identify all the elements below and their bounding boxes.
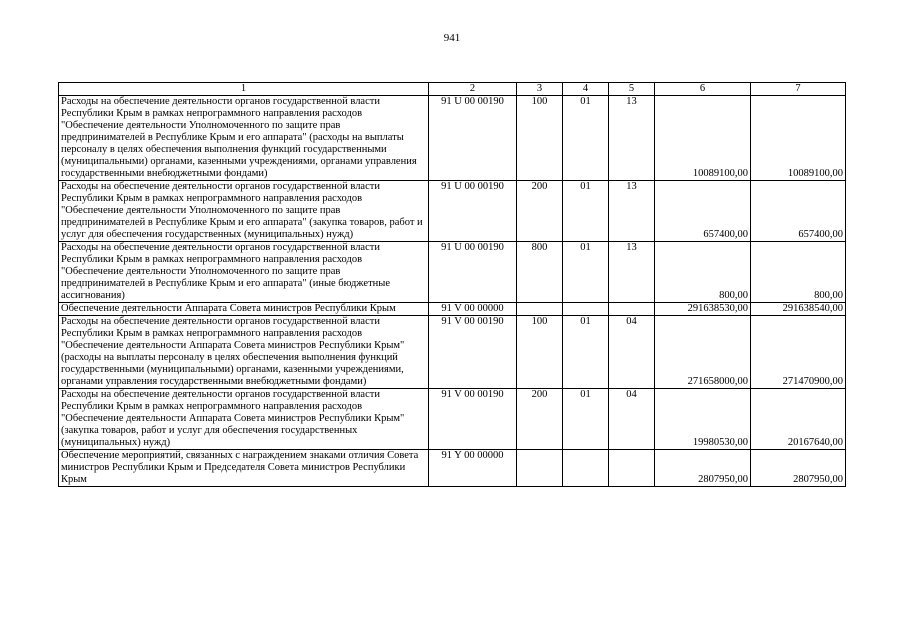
amount-column-7: 271470900,00: [751, 316, 846, 389]
section-code: 01: [563, 389, 609, 450]
expense-type-code: 200: [517, 181, 563, 242]
target-article-code: 91 U 00 00190: [429, 181, 517, 242]
table-row: [59, 316, 846, 389]
subsection-code: 04: [609, 316, 655, 389]
amount-column-7: 800,00: [751, 242, 846, 303]
section-code: 01: [563, 316, 609, 389]
target-article-code: 91 V 00 00000: [429, 303, 517, 316]
subsection-code: 13: [609, 242, 655, 303]
table-row: [59, 242, 846, 303]
subsection-code: [609, 450, 655, 487]
amount-column-6: 2807950,00: [655, 450, 751, 487]
amount-column-7: 657400,00: [751, 181, 846, 242]
section-code: 01: [563, 96, 609, 181]
amount-column-7: 291638540,00: [751, 303, 846, 316]
amount-column-7: 2807950,00: [751, 450, 846, 487]
section-code: 01: [563, 181, 609, 242]
target-article-code: 91 V 00 00190: [429, 316, 517, 389]
section-code: [563, 450, 609, 487]
amount-column-7: 10089100,00: [751, 96, 846, 181]
budget-table: [58, 82, 846, 487]
page-number: 941: [443, 32, 461, 44]
expense-description: Расходы на обеспечение деятельности органов государственной власти Республики Крым в рамках непрограммного направления расходов "Обеспечение деятельности Уполномоченного по защите прав предпринимателей в Республике Крым и его аппарата" (закупка товаров, работ и услуг для обеспечения государственных (муниципальных) нужд): [59, 181, 429, 242]
amount-column-6: 10089100,00: [655, 96, 751, 181]
section-code: [563, 303, 609, 316]
amount-column-6: 657400,00: [655, 181, 751, 242]
amount-column-6: 271658000,00: [655, 316, 751, 389]
target-article-code: 91 V 00 00190: [429, 389, 517, 450]
amount-column-6: 800,00: [655, 242, 751, 303]
expense-description: Обеспечение деятельности Аппарата Совета министров Республики Крым: [59, 303, 429, 316]
target-article-code: 91 Y 00 00000: [429, 450, 517, 487]
amount-column-6: 19980530,00: [655, 389, 751, 450]
subsection-code: 04: [609, 389, 655, 450]
column-header-2: 2: [429, 83, 517, 96]
expense-description: Расходы на обеспечение деятельности органов государственной власти Республики Крым в рамках непрограммного направления расходов "Обеспечение деятельности Уполномоченного по защите прав предпринимателей в Республике Крым и его аппарата" (иные бюджетные ассигнования): [59, 242, 429, 303]
expense-description: Расходы на обеспечение деятельности органов государственной власти Республики Крым в рамках непрограммного направления расходов "Обеспечение деятельности Аппарата Совета министров Республики Крым" (расходы на выплаты персоналу в целях обеспечения выполнения функций государственными (муниципальными) органами, казенными учреждениями, органами управления государственными внебюджетными фондами): [59, 316, 429, 389]
target-article-code: 91 U 00 00190: [429, 96, 517, 181]
column-header-5: 5: [609, 83, 655, 96]
column-header-3: 3: [517, 83, 563, 96]
table-row: [59, 450, 846, 487]
expense-type-code: [517, 303, 563, 316]
column-header-4: 4: [563, 83, 609, 96]
amount-column-7: 20167640,00: [751, 389, 846, 450]
column-number-row: [59, 83, 846, 96]
table-row: [59, 96, 846, 181]
section-code: 01: [563, 242, 609, 303]
subsection-code: 13: [609, 181, 655, 242]
table-row: [59, 303, 846, 316]
target-article-code: 91 U 00 00190: [429, 242, 517, 303]
column-header-7: 7: [751, 83, 846, 96]
expense-type-code: 800: [517, 242, 563, 303]
table-row: [59, 181, 846, 242]
subsection-code: [609, 303, 655, 316]
column-header-1: 1: [59, 83, 429, 96]
column-header-6: 6: [655, 83, 751, 96]
amount-column-6: 291638530,00: [655, 303, 751, 316]
expense-description: Расходы на обеспечение деятельности органов государственной власти Республики Крым в рамках непрограммного направления расходов "Обеспечение деятельности Уполномоченного по защите прав предпринимателей в Республике Крым и его аппарата" (расходы на выплаты персоналу в целях обеспечения выполнения функций государственными (муниципальными) органами, казенными учреждениями, органами управления государственными внебюджетными фондами): [59, 96, 429, 181]
expense-type-code: 100: [517, 96, 563, 181]
subsection-code: 13: [609, 96, 655, 181]
table-row: [59, 389, 846, 450]
expense-description: Расходы на обеспечение деятельности органов государственной власти Республики Крым в рамках непрограммного направления расходов "Обеспечение деятельности Аппарата Совета министров Республики Крым" (закупка товаров, работ и услуг для обеспечения государственных (муниципальных) нужд): [59, 389, 429, 450]
expense-type-code: 100: [517, 316, 563, 389]
expense-type-code: [517, 450, 563, 487]
expense-description: Обеспечение мероприятий, связанных с награждением знаками отличия Совета министров Республики Крым и Председателя Совета министров Республики Крым: [59, 450, 429, 487]
expense-type-code: 200: [517, 389, 563, 450]
